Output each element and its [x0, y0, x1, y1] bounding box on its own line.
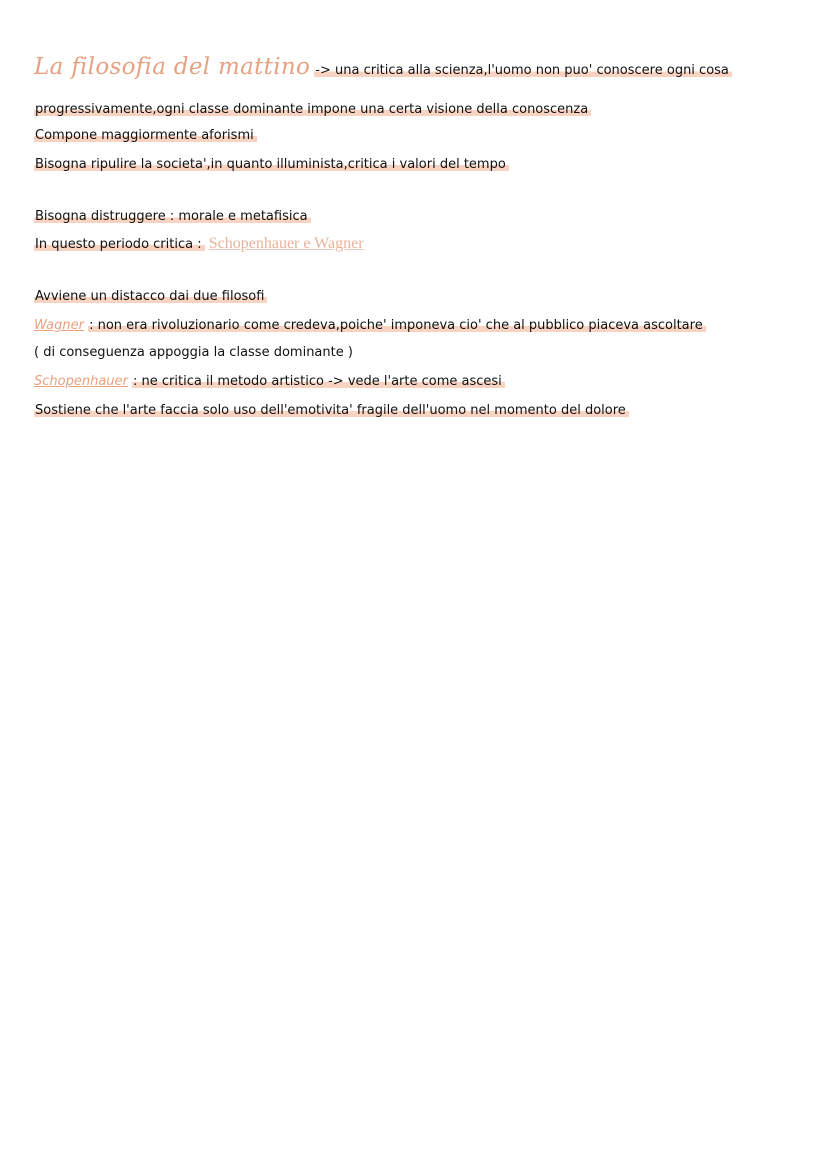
note-label: In questo periodo critica : [34, 237, 205, 252]
note-line-2 [34, 101, 591, 119]
note-text: : non era rivoluzionario come credeva,poiche' imponeva cio' che al pubblico piaceva ascoltare [88, 318, 706, 333]
note-line-8 [34, 317, 706, 335]
note-text: Sostiene che l'arte faccia solo uso dell'emotivita' fragile dell'uomo nel momento del dolore [34, 403, 629, 418]
wagner-link[interactable]: Wagner [34, 318, 84, 333]
note-text: ( di conseguenza appoggia la classe dominante ) [34, 345, 353, 360]
note-line-5 [34, 208, 311, 226]
note-line-4 [34, 156, 509, 174]
note-line-11 [34, 402, 629, 420]
note-line-3 [34, 127, 257, 145]
note-line-7 [34, 288, 267, 306]
note-title: La filosofia del mattino [34, 54, 311, 80]
note-text: Compone maggiormente aforismi [34, 128, 257, 143]
title-line [34, 54, 732, 80]
note-text: Bisogna distruggere : morale e metafisica [34, 209, 311, 224]
philosophers-link[interactable]: Schopenhauer e Wagner [208, 235, 364, 252]
note-text: : ne critica il metodo artistico -> vede l'arte come ascesi [132, 374, 505, 389]
schopenhauer-link[interactable]: Schopenhauer [34, 374, 128, 389]
note-line-10 [34, 373, 505, 391]
title-subtext: -> una critica alla scienza,l'uomo non puo' conoscere ogni cosa [314, 63, 732, 78]
note-text: Bisogna ripulire la societa',in quanto illuminista,critica i valori del tempo [34, 157, 509, 172]
note-line-9 [34, 344, 353, 362]
note-text: progressivamente,ogni classe dominante impone una certa visione della conoscenza [34, 102, 591, 117]
note-text: Avviene un distacco dai due filosofi [34, 289, 267, 304]
note-line-6 [34, 235, 364, 254]
